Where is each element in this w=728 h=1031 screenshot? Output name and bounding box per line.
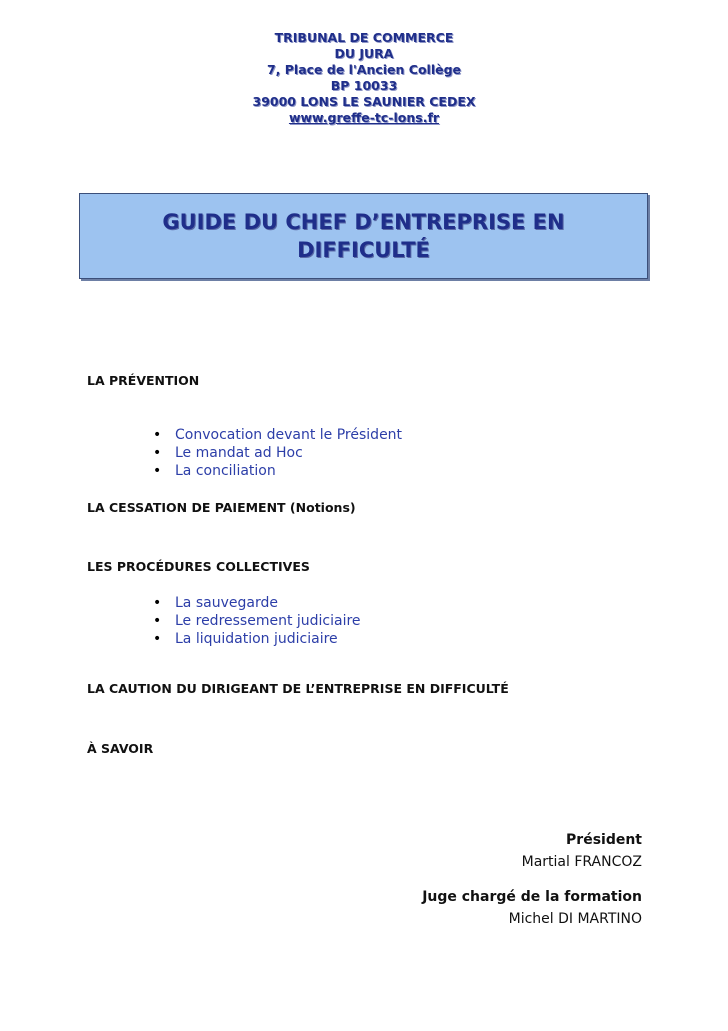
procedures-list bbox=[150, 594, 361, 648]
bullet-icon: • bbox=[153, 613, 162, 629]
signature-name: Michel DI MARTINO bbox=[508, 911, 642, 927]
list-item: • La liquidation judiciaire bbox=[153, 631, 338, 647]
bullet-icon: • bbox=[153, 595, 162, 611]
section-heading-savoir: À SAVOIR bbox=[87, 741, 154, 756]
section-heading-procedures: LES PROCÉDURES COLLECTIVES bbox=[87, 559, 310, 574]
court-address: 7, Place de l'Ancien Collège bbox=[266, 62, 462, 77]
bullet-icon: • bbox=[153, 427, 162, 443]
court-header bbox=[0, 30, 728, 126]
court-website-link[interactable]: www.greffe-tc-lons.fr bbox=[288, 110, 440, 125]
signature-juge bbox=[422, 886, 642, 930]
bullet-icon: • bbox=[153, 463, 162, 479]
list-item: • La sauvegarde bbox=[153, 595, 278, 611]
section-heading-prevention: LA PRÉVENTION bbox=[87, 373, 200, 388]
list-item: • La conciliation bbox=[153, 463, 276, 479]
court-name: TRIBUNAL DE COMMERCE bbox=[274, 30, 454, 45]
bullet-icon: • bbox=[153, 445, 162, 461]
signature-president bbox=[522, 829, 642, 873]
signature-role: Président bbox=[566, 832, 642, 848]
court-po-box: BP 10033 bbox=[330, 78, 398, 93]
prevention-list bbox=[150, 426, 402, 480]
signature-name: Martial FRANCOZ bbox=[521, 854, 642, 870]
section-heading-caution: LA CAUTION DU DIRIGEANT DE L’ENTREPRISE EN DIFFICULTÉ bbox=[87, 681, 509, 696]
bullet-icon: • bbox=[153, 631, 162, 647]
signature-role: Juge chargé de la formation bbox=[422, 889, 642, 905]
document-title-line-1: GUIDE DU CHEF D’ENTREPRISE EN bbox=[162, 210, 565, 234]
list-item: • Convocation devant le Président bbox=[153, 427, 403, 443]
document-title-line-2: DIFFICULTÉ bbox=[297, 238, 430, 262]
list-item: • Le mandat ad Hoc bbox=[153, 445, 303, 461]
list-item: • Le redressement judiciaire bbox=[153, 613, 361, 629]
court-region: DU JURA bbox=[334, 46, 394, 61]
document-title-box bbox=[79, 193, 648, 279]
court-city: 39000 LONS LE SAUNIER CEDEX bbox=[252, 94, 476, 109]
section-heading-cessation: LA CESSATION DE PAIEMENT (Notions) bbox=[87, 500, 356, 515]
